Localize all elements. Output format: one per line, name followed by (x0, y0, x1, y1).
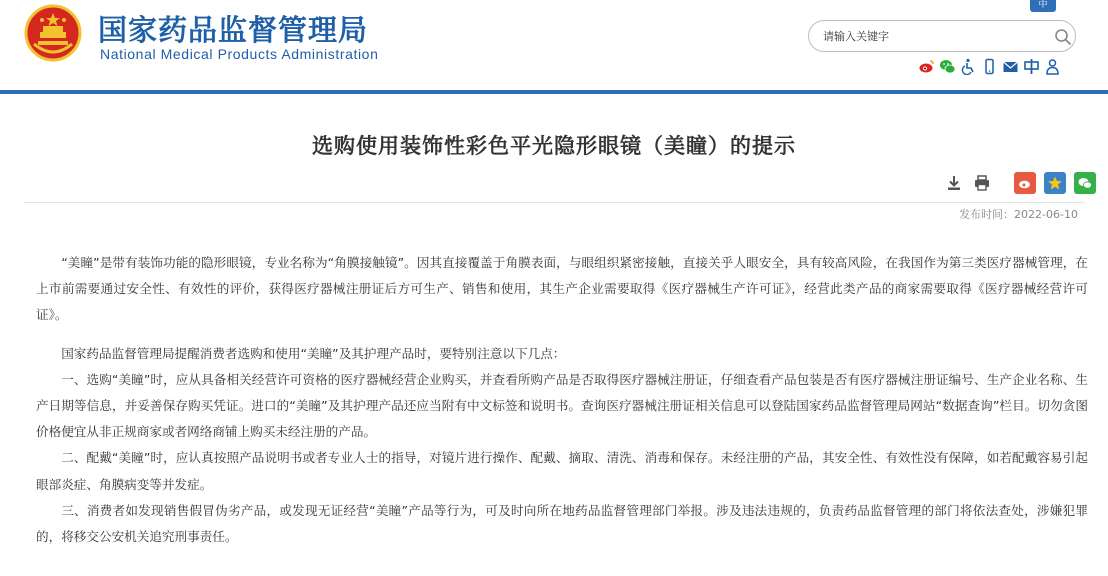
wechat-icon[interactable] (939, 58, 956, 75)
site-header (0, 0, 1108, 92)
print-icon[interactable] (972, 173, 992, 193)
publish-date: 发布时间：2022-06-10 (959, 208, 1078, 221)
search-icon[interactable] (1053, 27, 1073, 47)
article-paragraph: 国家药品监督管理局提醒消费者选购和使用“美瞳”及其护理产品时，要特别注意以下几点： (61, 345, 566, 361)
share-qzone-icon[interactable] (1044, 172, 1066, 194)
article-paragraph: 三、消费者如发现销售假冒伪劣产品，或发现无证经营“美瞳”产品等行为，可及时向所在地药品监督管理部门举报。涉及违法违规的，负责药品监督管理的部门将依法查处，涉嫌犯罪的，将移交公安机关追究刑事责任。 (36, 502, 1088, 545)
article-body (36, 250, 1088, 550)
mobile-icon[interactable] (981, 58, 998, 75)
article-title: 选购使用装饰性彩色平光隐形眼镜（美瞳）的提示 (312, 134, 796, 158)
national-emblem-logo[interactable] (24, 4, 82, 62)
article-paragraph: 一、选购“美瞳”时，应从具备相关经营许可资格的医疗器械经营企业购买，并查看所购产品是否取得医疗器械注册证，仔细查看产品包装是否有医疗器械注册证编号、生产企业名称、生产日期等信息，并妥善保存购买凭证。进口的“美瞳”及其护理产品还应当附有中文标签和说明书。查询医疗器械注册证相关信息可以登陆国家药品监督管理局网站“数据查询”栏目。切勿贪图价格便宜从非正规商家或者网络商铺上购买未经注册的产品。 (36, 371, 1088, 440)
search-input[interactable] (823, 26, 1043, 46)
article-paragraph: 二、配戴“美瞳”时，应认真按照产品说明书或者专业人士的指导，对镜片进行操作、配戴、摘取、清洗、消毒和保存。未经注册的产品，其安全性、有效性没有保障，如若配戴容易引起眼部炎症、角膜病变等并发症。 (36, 450, 1088, 492)
accessibility-icon[interactable] (960, 58, 977, 75)
site-title-english[interactable]: National Medical Products Administration (100, 46, 379, 62)
header-icon-bar (918, 58, 1061, 75)
download-icon[interactable] (944, 173, 964, 193)
weibo-icon[interactable] (918, 58, 935, 75)
site-title[interactable]: 国家药品监督管理局 (98, 13, 369, 47)
language-tab[interactable]: 中 (1030, 0, 1056, 12)
search-box (808, 20, 1076, 52)
article-paragraph: “美瞳”是带有装饰功能的隐形眼镜，专业名称为“角膜接触镜”。因其直接覆盖于角膜表面，与眼组织紧密接触，直接关乎人眼安全，具有较高风险，在我国作为第三类医疗器械管理，在上市前需要通过安全性、有效性的评价，获得医疗器械注册证后方可生产、销售和使用，其生产企业需要取得《医疗器械生产许可证》，经营此类产品的商家需要取得《医疗器械经营许可证》。 (36, 255, 1088, 323)
mail-icon[interactable] (1002, 58, 1019, 75)
header-divider (0, 90, 1108, 94)
share-weibo-icon[interactable] (1014, 172, 1036, 194)
chinese-icon[interactable] (1023, 58, 1040, 75)
date-divider (24, 202, 1084, 203)
user-icon[interactable] (1044, 58, 1061, 75)
article-toolbar (944, 172, 1096, 194)
share-wechat-icon[interactable] (1074, 172, 1096, 194)
